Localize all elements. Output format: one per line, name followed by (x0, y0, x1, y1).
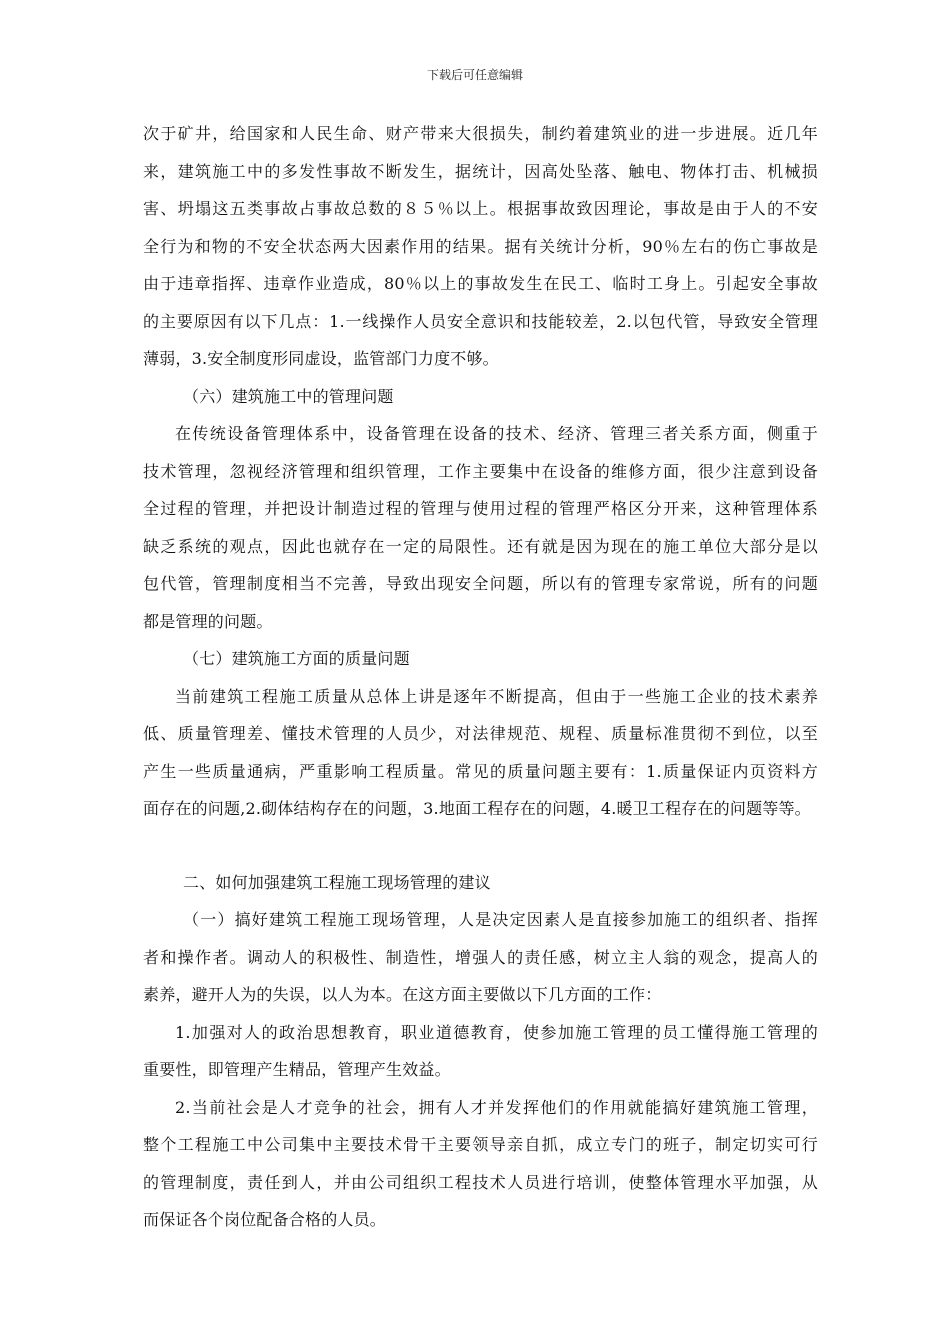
paragraph-line: 的主要原因有以下几点：1.一线操作人员安全意识和技能较差，2.以包代管，导致安全管理 (143, 311, 818, 331)
paragraph-line: 产生一些质量通病，严重影响工程质量。常见的质量问题主要有：1.质量保证内页资料方 (143, 761, 818, 781)
paragraph-line: 包代管，管理制度相当不完善，导致出现安全问题，所以有的管理专家常说，所有的问题 (143, 574, 818, 593)
paragraph-line: 重要性，即管理产生精品，管理产生效益。 (143, 1060, 451, 1079)
paragraph-line: 1.加强对人的政治思想教育，职业道德教育，使参加施工管理的员工懂得施工管理的 (175, 1022, 818, 1042)
paragraph-line: 由于违章指挥、违章作业造成，80％以上的事故发生在民工、临时工身上。引起安全事故 (143, 274, 818, 293)
section-heading: （七）建筑施工方面的质量问题 (183, 649, 410, 668)
paragraph-line: 而保证各个岗位配备合格的人员。 (143, 1210, 387, 1229)
paragraph-line: 者和操作者。调动人的积极性、制造性，增强人的责任感，树立主人翁的观念，提高人的 (143, 947, 818, 967)
paragraph-line: 2.当前社会是人才竞争的社会，拥有人才并发挥他们的作用就能搞好建筑施工管理， (175, 1097, 818, 1117)
paragraph-line: 技术管理，忽视经济管理和组织管理，工作主要集中在设备的维修方面，很少注意到设备 (143, 461, 818, 481)
page-header: 下载后可任意编辑 (426, 68, 523, 82)
section-heading: 二、如何加强建筑工程施工现场管理的建议 (183, 872, 491, 892)
paragraph-line: 全过程的管理，并把设计制造过程的管理与使用过程的管理严格区分开来，这种管理体系 (143, 499, 818, 518)
paragraph-line: 全行为和物的不安全状态两大因素作用的结果。据有关统计分析，90％左右的伤亡事故是 (143, 236, 818, 256)
paragraph-line: 薄弱，3.安全制度形同虚设，监管部门力度不够。 (143, 349, 499, 368)
paragraph-line: 害、坍塌这五类事故占事故总数的８５％以上。根据事故致因理论，事故是由于人的不安 (143, 199, 818, 218)
paragraph-line: 面存在的问题,2.砌体结构存在的问题，3.地面工程存在的问题，4.暖卫工程存在的问题等等。 (143, 799, 811, 818)
section-heading: （六）建筑施工中的管理问题 (183, 386, 394, 406)
paragraph-line: 的管理制度，责任到人，并由公司组织工程技术人员进行培训，使整体管理水平加强，从 (143, 1172, 818, 1192)
document-body (143, 122, 818, 1246)
paragraph-line: 在传统设备管理体系中，设备管理在设备的技术、经济、管理三者关系方面，侧重于 (175, 424, 818, 443)
paragraph-line: 缺乏系统的观点，因此也就存在一定的局限性。还有就是因为现在的施工单位大部分是以 (143, 536, 818, 556)
paragraph-line: 整个工程施工中公司集中主要技术骨干主要领导亲自抓，成立专门的班子，制定切实可行 (143, 1135, 818, 1154)
paragraph-line: 素养，避开人为的失误，以人为本。在这方面主要做以下几方面的工作： (143, 985, 662, 1004)
paragraph-line: （一）搞好建筑工程施工现场管理，人是决定因素人是直接参加施工的组织者、指挥 (183, 910, 818, 929)
paragraph-line: 都是管理的问题。 (143, 611, 273, 631)
paragraph-line: 来，建筑施工中的多发性事故不断发生，据统计，因高处坠落、触电、物体打击、机械损 (143, 161, 818, 181)
paragraph-line: 当前建筑工程施工质量从总体上讲是逐年不断提高，但由于一些施工企业的技术素养 (175, 686, 818, 706)
paragraph-line: 低、质量管理差、懂技术管理的人员少，对法律规范、规程、质量标准贯彻不到位，以至 (143, 724, 818, 743)
blank-line (143, 835, 818, 871)
paragraph-line: 次于矿井，给国家和人民生命、财产带来大很损失，制约着建筑业的进一步进展。近几年 (143, 124, 818, 143)
